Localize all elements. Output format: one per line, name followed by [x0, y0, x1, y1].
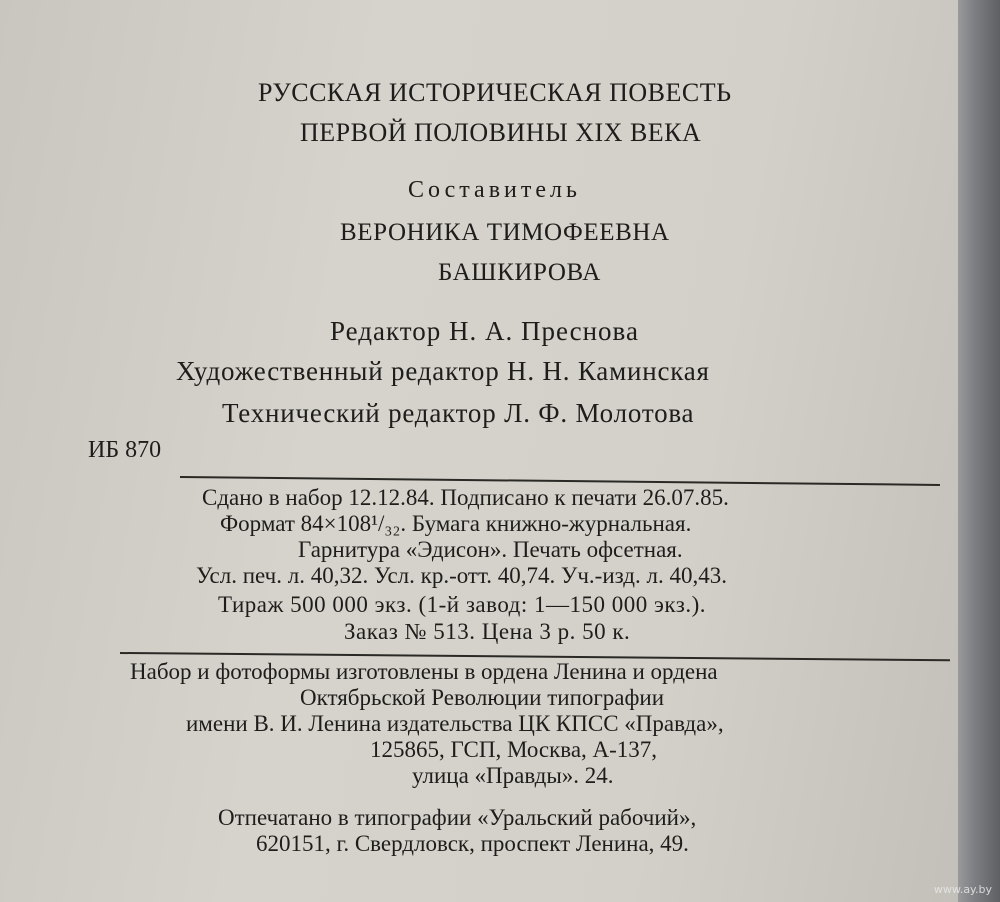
book-title-line-1: РУССКАЯ ИСТОРИЧЕСКАЯ ПОВЕСТЬ [258, 78, 732, 107]
printer-line-2: Октябрьской Революции типографии [300, 685, 665, 710]
printer-line-4: 125865, ГСП, Москва, А-137, [370, 737, 658, 762]
tech-editor-credit: Технический редактор Л. Ф. Молотова [222, 398, 695, 428]
book-title-line-2: ПЕРВОЙ ПОЛОВИНЫ XIX ВЕКА [300, 118, 702, 147]
imprint-line-4: Усл. печ. л. 40,32. Усл. кр.-отт. 40,74. Уч.-изд. л. 40,43. [196, 563, 727, 588]
site-watermark: www.ay.by [933, 883, 992, 896]
compiler-name-line-2: БАШКИРОВА [438, 259, 601, 286]
editor-credit: Редактор Н. А. Преснова [330, 316, 639, 346]
print-location-line-1: Отпечатано в типографии «Уральский рабочий», [218, 805, 697, 830]
printer-line-5: улица «Правды». 24. [412, 763, 614, 788]
imprint-line-6: Заказ № 513. Цена 3 р. 50 к. [344, 619, 631, 644]
compiler-label: Составитель [408, 177, 581, 203]
art-editor-credit: Художественный редактор Н. Н. Каминская [176, 356, 710, 386]
book-edge-background [958, 0, 1000, 902]
printer-line-1: Набор и фотоформы изготовлены в ордена Ленина и ордена [130, 659, 718, 684]
compiler-name-line-1: ВЕРОНИКА ТИМОФЕЕВНА [340, 219, 670, 246]
print-location-line-2: 620151, г. Свердловск, проспект Ленина, 49. [256, 831, 689, 856]
ib-number: ИБ 870 [88, 437, 162, 463]
imprint-line-2: Формат 84×108¹/₃₂. Бумага книжно-журнальная. [220, 511, 692, 536]
imprint-line-5: Тираж 500 000 экз. (1-й завод: 1—150 000 экз.). [218, 592, 707, 617]
imprint-line-3: Гарнитура «Эдисон». Печать офсетная. [298, 537, 683, 562]
imprint-line-1: Сдано в набор 12.12.84. Подписано к печати 26.07.85. [202, 485, 729, 510]
printer-line-3: имени В. И. Ленина издательства ЦК КПСС «Правда», [186, 711, 724, 736]
